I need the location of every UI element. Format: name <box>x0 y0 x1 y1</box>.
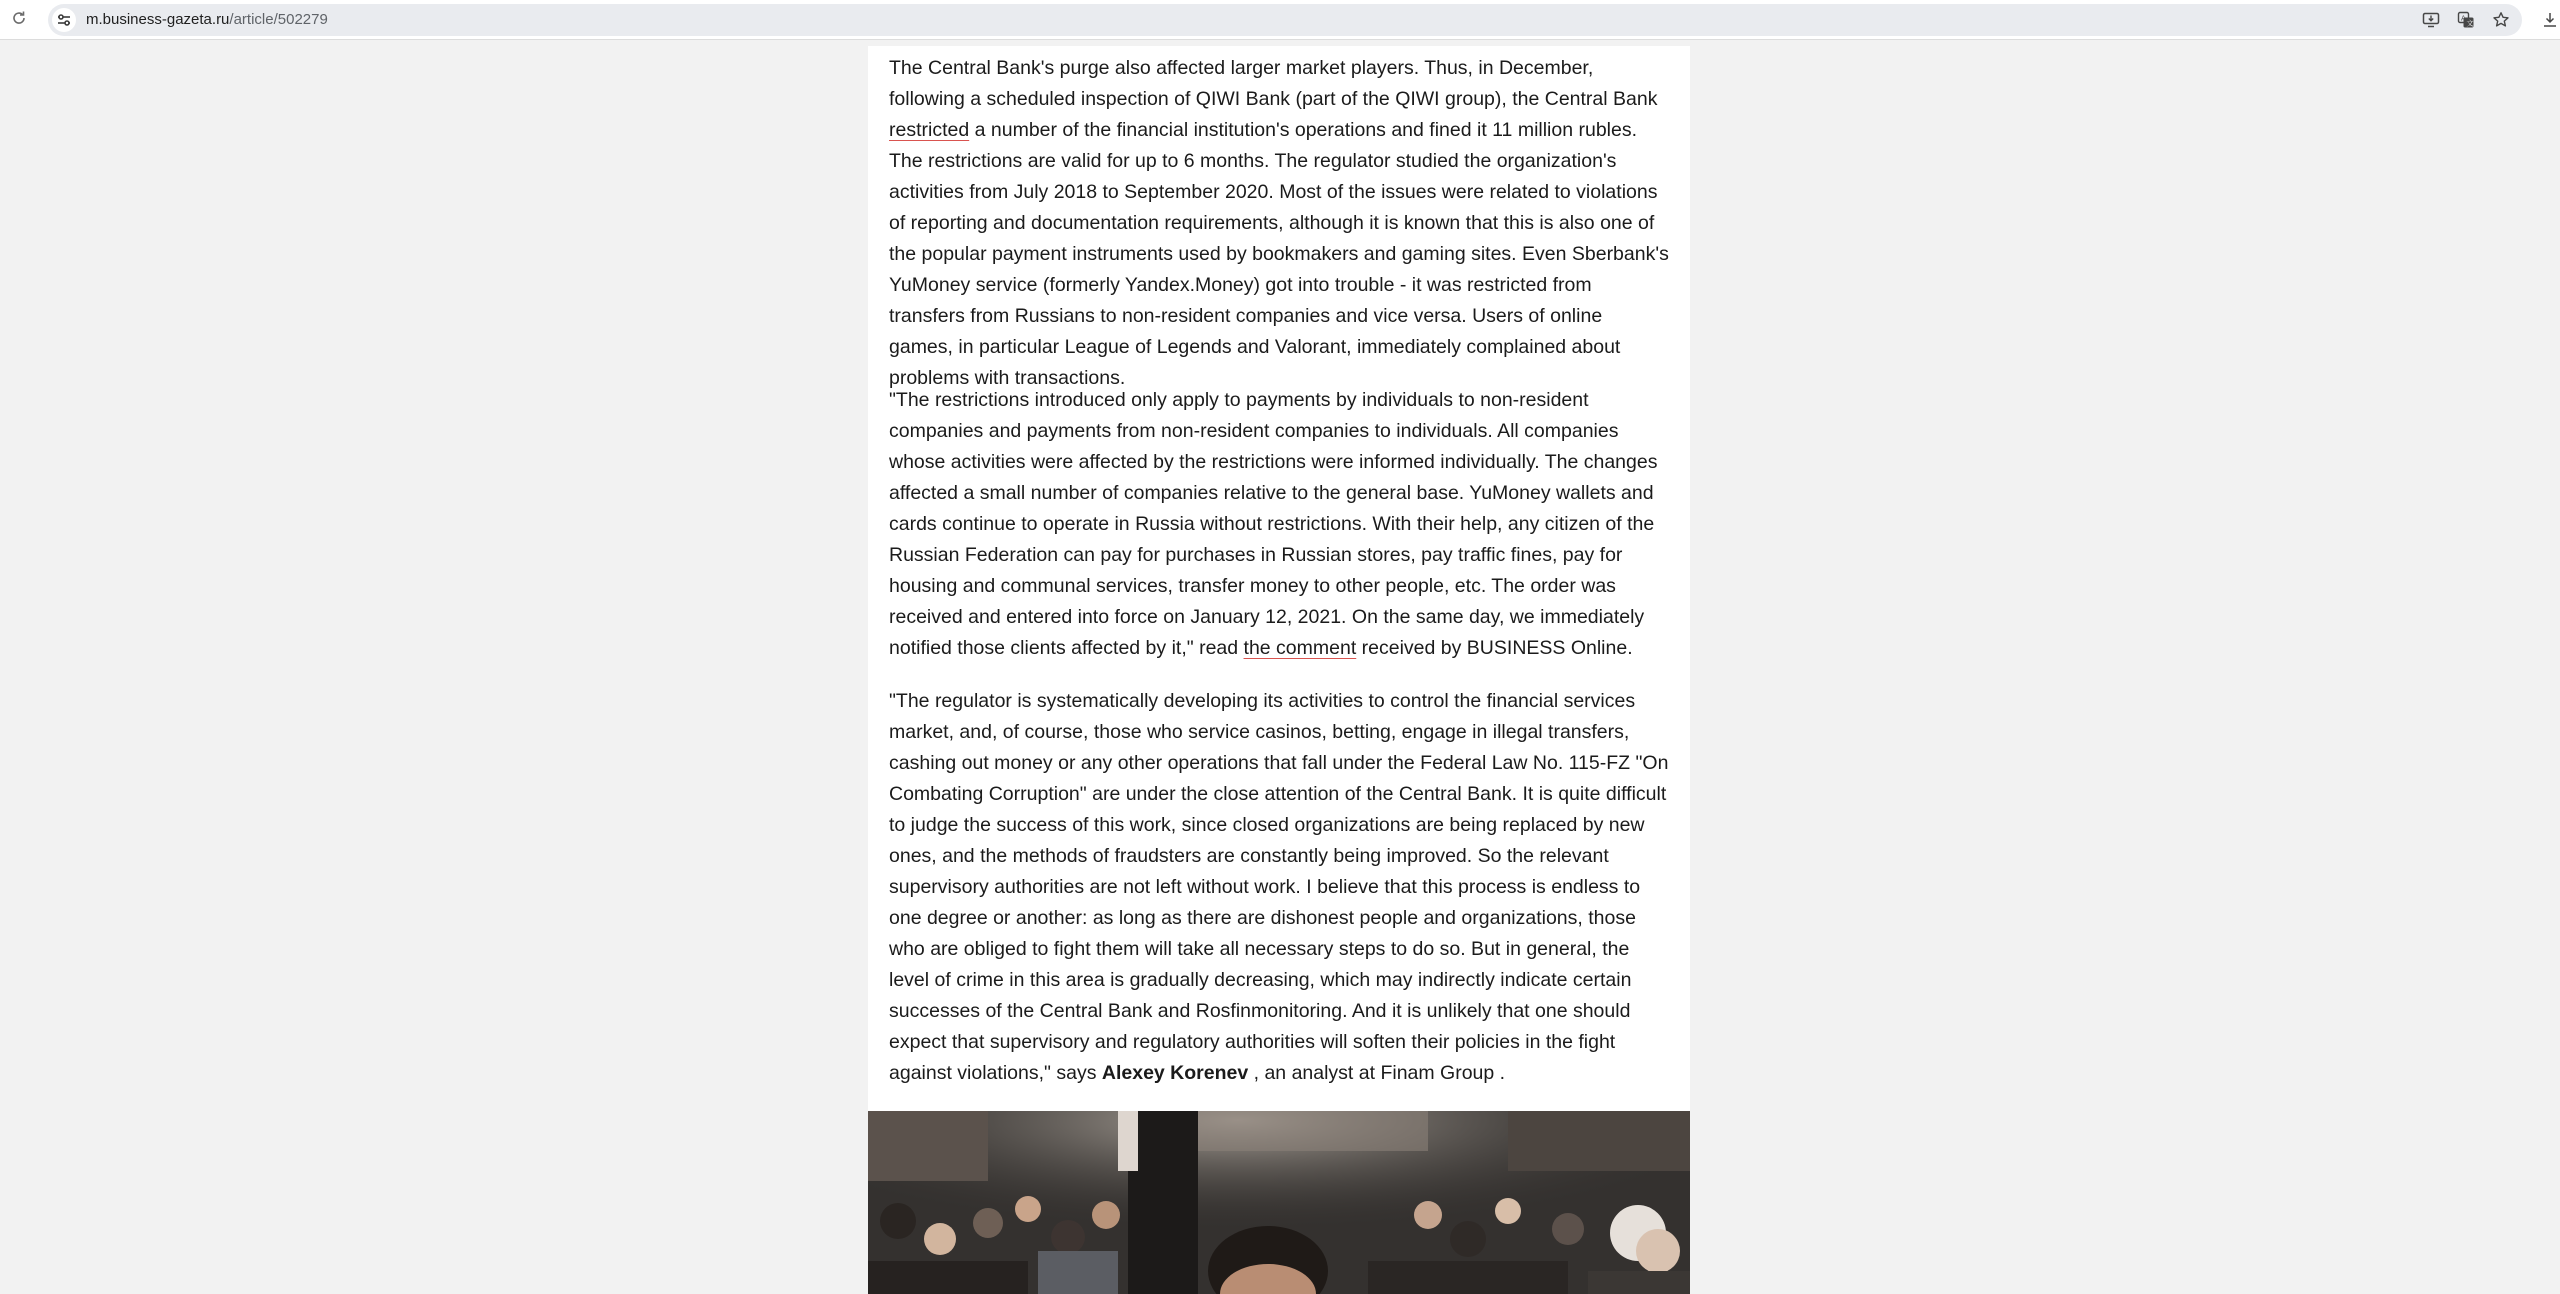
the-comment-link[interactable]: the comment <box>1243 637 1357 659</box>
article-paragraph-2 <box>889 385 1669 664</box>
paragraph-text: received by BUSINESS Online. <box>1356 637 1633 659</box>
bookmark-star-icon[interactable] <box>2489 8 2513 32</box>
site-info-icon[interactable] <box>52 8 76 32</box>
paragraph-text: "The regulator is systematically developing its activities to control the financial services market, and, of course, those who service casinos, betting, engage in illegal transfers, cashing out money or any other operations that fall under the Federal Law No. 115-FZ "On Combating Corruption" are under the close attention of the Central Bank. It is quite difficult to judge the success of this work, since closed organizations are being replaced by new ones, and the methods of fraudsters are constantly being improved. So the relevant supervisory authorities are not left without work. I believe that this process is endless to one degree or another: as long as there are dishonest people and organizations, those who are obliged to fight them will take all necessary steps to do so. But in general, the level of crime in this area is gradually decreasing, which may indirectly indicate certain successes of the Central Bank and Rosfinmonitoring. And it is unlikely that one should expect that supervisory and regulatory authorities will soften their policies in the fight against violations," says <box>889 690 1669 1084</box>
paragraph-text: "The restrictions introduced only apply to payments by individuals to non-resident companies and payments from non-resident companies to individuals. All companies whose activities were affected by the restrictions were informed individually. The changes affected a small number of companies relative to the general base. YuMoney wallets and cards continue to operate in Russia without restrictions. With their help, any citizen of the Russian Federation can pay for purchases in Russian stores, pay traffic fines, pay for housing and communal services, transfer money to other people, etc. The order was received and entered into force on January 12, 2021. On the same day, we immediately notified those clients affected by it," read <box>889 389 1658 659</box>
address-bar[interactable] <box>48 4 2522 36</box>
photo-illustration <box>868 1111 1690 1294</box>
paragraph-text: a number of the financial institution's operations and fined it 11 million rubles. The restrictions are valid for up to 6 months. The regulator studied the organization's activities from July 2018 to September 2020. Most of the issues were related to violations of reporting and documentation requirements, although it is known that this is also one of the popular payment instruments used by bookmakers and gaming sites. Even Sberbank's YuMoney service (formerly Yandex.Money) got into trouble - it was restricted from transfers from Russians to non-resident companies and vice versa. Users of online games, in particular League of Legends and Valorant, immediately complained about problems with transactions. <box>889 119 1669 389</box>
reload-icon[interactable] <box>9 10 29 30</box>
article-body <box>868 46 1690 1294</box>
expert-name: Alexey Korenev <box>1101 1062 1249 1084</box>
translate-icon[interactable] <box>2454 8 2478 32</box>
article-paragraph-1 <box>889 53 1669 394</box>
article-paragraph-3 <box>889 686 1669 1089</box>
restricted-link[interactable]: restricted <box>889 119 970 141</box>
article-photo <box>868 1111 1690 1294</box>
install-app-icon[interactable] <box>2419 8 2443 32</box>
paragraph-text: The Central Bank's purge also affected larger market players. Thus, in December, following a scheduled inspection of QIWI Bank (part of the QIWI group), the Central Bank <box>889 57 1658 110</box>
paragraph-text: , an analyst at Finam Group . <box>1248 1062 1506 1084</box>
url-path: /article/502279 <box>229 11 328 28</box>
download-icon[interactable] <box>2538 8 2560 32</box>
browser-toolbar <box>0 0 2560 40</box>
svg-text:A: A <box>2461 14 2466 23</box>
url-host: m.business-gazeta.ru <box>86 11 230 28</box>
svg-text:文: 文 <box>2466 19 2474 28</box>
url-text[interactable] <box>86 11 328 29</box>
